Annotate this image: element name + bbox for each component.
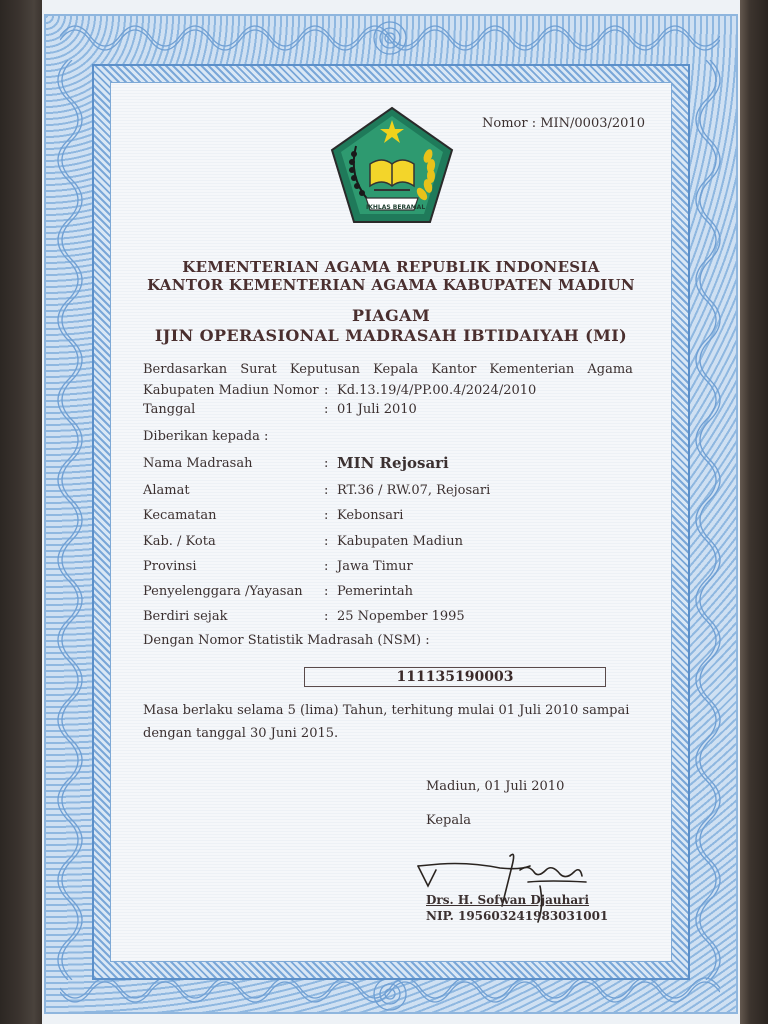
field-value: Kabupaten Madiun [337, 534, 463, 549]
nsm-number: 111135190003 [304, 667, 606, 687]
intro-word: Keputusan [289, 362, 360, 377]
colon: : [324, 584, 329, 599]
field-label: Provinsi [143, 559, 197, 574]
given-to-label: Diberikan kepada : [143, 429, 269, 444]
intro-word: Surat [240, 362, 277, 377]
validity-text: Masa berlaku selama 5 (lima) Tahun, terhitung mulai 01 Juli 2010 sampai [143, 703, 630, 718]
field-value: RT.36 / RW.07, Rejosari [337, 483, 491, 498]
colon: : [324, 534, 329, 549]
field-label: Berdiri sejak [143, 609, 228, 624]
colon: : [324, 383, 329, 398]
border-wave-top [60, 16, 720, 56]
validity-text-end: dengan tanggal 30 Juni 2015. [143, 726, 339, 741]
intro-line [143, 362, 633, 377]
school-name: MIN Rejosari [337, 454, 449, 472]
ministry-heading: KEMENTERIAN AGAMA REPUBLIK INDONESIA [182, 258, 600, 276]
intro-word: Berdasarkan [143, 362, 228, 377]
field-value: Pemerintah [337, 584, 413, 599]
colon: : [324, 483, 329, 498]
date-label: Tanggal [143, 402, 196, 417]
place-date: Madiun, 01 Juli 2010 [426, 779, 565, 794]
colon: : [324, 456, 329, 471]
border-wave-right [690, 60, 730, 980]
emblem-motto: IKHLAS BERAMAL [366, 204, 426, 211]
office-heading: KANTOR KEMENTERIAN AGAMA KABUPATEN MADIUN [147, 276, 635, 294]
signer-nip: NIP. 195603241983031001 [426, 909, 609, 923]
certificate-title: PIAGAM [351, 306, 431, 325]
signer-position: Kepala [426, 813, 472, 828]
decree-number: Kd.13.19/4/PP.00.4/2024/2010 [337, 383, 537, 398]
colon: : [324, 402, 329, 417]
border-wave-left [48, 60, 88, 980]
certificate-number: Nomor : MIN/0003/2010 [482, 116, 645, 131]
certificate-subtitle: IJIN OPERASIONAL MADRASAH IBTIDAIYAH (MI) [154, 326, 628, 345]
intro-word: Agama [587, 362, 633, 377]
field-value: Kebonsari [337, 508, 404, 523]
field-value: 25 Nopember 1995 [337, 609, 465, 624]
intro-word: Kepala [373, 362, 419, 377]
field-label: Kecamatan [143, 508, 217, 523]
nsm-label: Dengan Nomor Statistik Madrasah (NSM) : [143, 633, 430, 648]
intro-word: Kantor [431, 362, 477, 377]
field-label: Alamat [143, 483, 190, 498]
decree-date: 01 Juli 2010 [337, 402, 417, 417]
field-label: Kab. / Kota [143, 534, 216, 549]
field-label: Penyelenggara /Yayasan [143, 584, 303, 599]
field-label: Nama Madrasah [143, 456, 253, 471]
intro-word: Kementerian [489, 362, 575, 377]
signer-name: Drs. H. Sofwan Djauhari [426, 893, 590, 907]
field-value: Jawa Timur [337, 559, 413, 574]
colon: : [324, 559, 329, 574]
colon: : [324, 508, 329, 523]
wooden-frame-edge [738, 0, 768, 1024]
decree-label: Kabupaten Madiun Nomor [143, 383, 319, 398]
colon: : [324, 609, 329, 624]
